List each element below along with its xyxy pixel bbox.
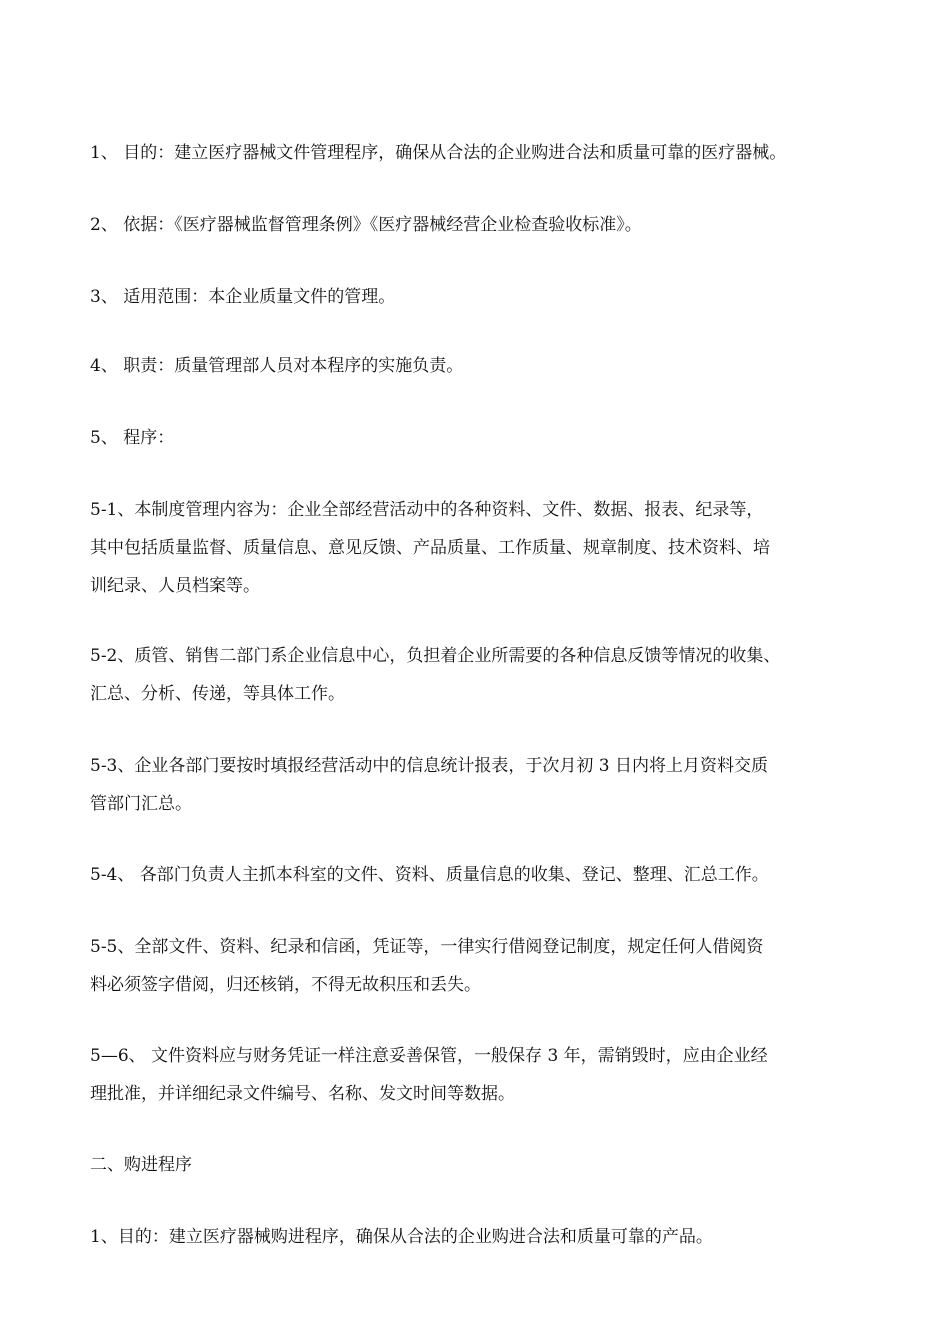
paragraph-line: 1、目的：建立医疗器械购进程序，确保从合法的企业购进合法和质量可靠的产品。 bbox=[90, 1227, 713, 1247]
paragraph-line: 1、 目的：建立医疗器械文件管理程序，确保从合法的企业购进合法和质量可靠的医疗器械。 bbox=[90, 143, 787, 163]
paragraph-procedure-heading bbox=[90, 419, 880, 457]
paragraph-line: 4、 职责：质量管理部人员对本程序的实施负责。 bbox=[90, 356, 464, 376]
paragraph-line: 汇总、分析、传递，等具体工作。 bbox=[90, 684, 345, 704]
paragraph-line: 2、 依据：《医疗器械监督管理条例》《医疗器械经营企业检查验收标准》。 bbox=[90, 215, 642, 235]
paragraph-line: 管部门汇总。 bbox=[90, 794, 192, 814]
paragraph-line: 料必须签字借阅，归还核销，不得无故积压和丢失。 bbox=[90, 975, 481, 995]
paragraph-line: 5—6、 文件资料应与财务凭证一样注意妥善保管，一般保存 3 年，需销毁时，应由企业经 bbox=[90, 1046, 768, 1066]
paragraph-5-3 bbox=[90, 747, 880, 823]
paragraph-duties bbox=[90, 347, 880, 385]
paragraph-line: 5-5、全部文件、资料、纪录和信函，凭证等，一律实行借阅登记制度，规定任何人借阅资 bbox=[90, 937, 764, 957]
paragraph-line: 理批准，并详细纪录文件编号、名称、发文时间等数据。 bbox=[90, 1084, 515, 1104]
paragraph-line: 5-2、质管、销售二部门系企业信息中心，负担着企业所需要的各种信息反馈等情况的收集、 bbox=[90, 646, 781, 666]
paragraph-basis bbox=[90, 206, 880, 244]
paragraph-line: 3、 适用范围：本企业质量文件的管理。 bbox=[90, 287, 396, 307]
paragraph-5-6 bbox=[90, 1037, 880, 1113]
paragraph-line: 训纪录、人员档案等。 bbox=[90, 576, 260, 596]
paragraph-line: 5-1、本制度管理内容为：企业全部经营活动中的各种资料、文件、数据、报表、纪录等， bbox=[90, 500, 764, 520]
paragraph-purchase-purpose bbox=[90, 1218, 880, 1256]
paragraph-5-4 bbox=[90, 856, 880, 894]
paragraph-5-5 bbox=[90, 928, 880, 1004]
paragraph-line: 5-4、 各部门负责人主抓本科室的文件、资料、质量信息的收集、登记、整理、汇总工作。 bbox=[90, 865, 769, 885]
paragraph-line: 5-3、企业各部门要按时填报经营活动中的信息统计报表，于次月初 3 日内将上月资料交质 bbox=[90, 756, 768, 776]
paragraph-line: 二、购进程序 bbox=[90, 1155, 192, 1175]
paragraph-line: 其中包括质量监督、质量信息、意见反馈、产品质量、工作质量、规章制度、技术资料、培 bbox=[90, 538, 770, 558]
paragraph-scope bbox=[90, 278, 880, 316]
section-heading-purchase-procedure bbox=[90, 1146, 880, 1184]
paragraph-5-2 bbox=[90, 637, 880, 713]
paragraph-purpose bbox=[90, 134, 880, 172]
paragraph-5-1 bbox=[90, 491, 880, 605]
paragraph-line: 5、 程序： bbox=[90, 428, 175, 448]
